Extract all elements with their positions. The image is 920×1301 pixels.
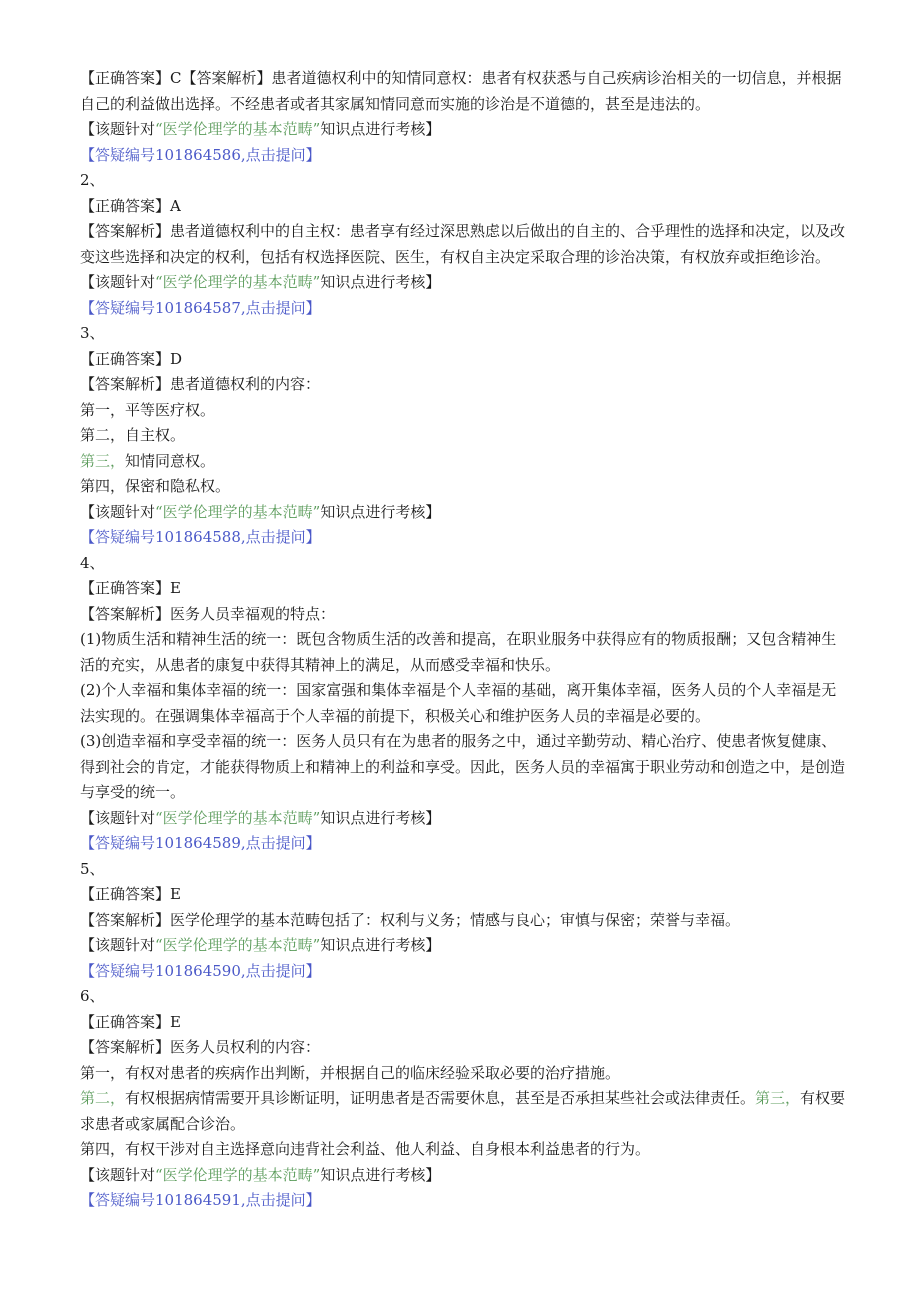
q2-ask-link[interactable]: 【答疑编号101864587,点击提问】	[80, 298, 321, 317]
q4-point-3: (3)创造幸福和享受幸福的统一：医务人员只有在为患者的服务之中，通过辛勤劳动、精心治疗、使患者恢复健康、得到社会的肯定，才能获得物质上和精神上的利益和享受。因此，医务人员的幸福寓于职业劳动和创造之中，是创造与享受的统一。	[80, 732, 846, 801]
kp-topic: “医学伦理学的基本范畴”	[155, 1165, 321, 1184]
kp-suffix: 知识点进行考核】	[320, 1165, 441, 1184]
kp-prefix: 【该题针对	[80, 808, 156, 827]
kp-topic: “医学伦理学的基本范畴”	[155, 808, 321, 827]
q3-item-1: 第一，平等医疗权。	[80, 400, 216, 419]
q3-analysis: 【答案解析】患者道德权利的内容：	[80, 375, 321, 393]
q3-ask-link[interactable]: 【答疑编号101864588,点击提问】	[80, 528, 321, 546]
q6-item-2-3	[80, 1086, 850, 1137]
kp-topic: “医学伦理学的基本范畴”	[155, 502, 321, 521]
item-text: 有权要求患者或家属配合诊治。	[80, 1089, 846, 1133]
kp-prefix: 【该题针对	[80, 1165, 156, 1184]
kp-suffix: 知识点进行考核】	[320, 936, 441, 954]
item-prefix: 第三，	[80, 451, 126, 470]
kp-suffix: 知识点进行考核】	[320, 808, 441, 827]
q6-analysis: 【答案解析】医务人员权利的内容：	[80, 1038, 321, 1056]
kp-prefix: 【该题针对	[80, 502, 156, 521]
q1-knowledge-point	[80, 117, 850, 143]
q3-item-3	[80, 449, 850, 475]
kp-topic: “医学伦理学的基本范畴”	[155, 936, 321, 954]
q1-ask-link[interactable]: 【答疑编号101864586,点击提问】	[80, 145, 321, 164]
q6-item-4: 第四，有权干涉对自主选择意向违背社会利益、他人利益、自身根本利益患者的行为。	[80, 1140, 651, 1158]
document-page	[80, 66, 850, 1214]
q4-point-2: (2)个人幸福和集体幸福的统一：国家富强和集体幸福是个人幸福的基础，离开集体幸福，医务人员的个人幸福是无法实现的。在强调集体幸福高于个人幸福的前提下，积极关心和维护医务人员的幸福是必要的。	[80, 681, 837, 725]
q1-answer-analysis: 【正确答案】C【答案解析】患者道德权利中的知情同意权：患者有权获悉与自己疾病诊治相关的一切信息，并根据自己的利益做出选择。不经患者或者其家属知情同意而实施的诊治是不道德的，甚至是违法的。	[80, 69, 842, 113]
q4-ask-link[interactable]: 【答疑编号101864589,点击提问】	[80, 834, 321, 852]
q3-number: 3、	[80, 324, 105, 342]
q2-knowledge-point	[80, 270, 850, 296]
kp-prefix: 【该题针对	[80, 273, 156, 291]
q5-correct-answer: 【正确答案】E	[80, 885, 181, 903]
q2-number: 2、	[80, 171, 105, 189]
kp-suffix: 知识点进行考核】	[320, 120, 441, 138]
item-prefix: 第二，	[80, 1089, 126, 1107]
q4-number: 4、	[80, 553, 105, 572]
q3-correct-answer: 【正确答案】D	[80, 349, 183, 368]
q6-knowledge-point	[80, 1163, 850, 1189]
q6-number: 6、	[80, 987, 105, 1005]
q2-correct-answer: 【正确答案】A	[80, 196, 181, 215]
q5-number: 5、	[80, 859, 105, 878]
kp-topic: “医学伦理学的基本范畴”	[155, 120, 321, 138]
kp-suffix: 知识点进行考核】	[320, 502, 441, 521]
q4-knowledge-point	[80, 806, 850, 832]
kp-prefix: 【该题针对	[80, 936, 156, 954]
q6-ask-link[interactable]: 【答疑编号101864591,点击提问】	[80, 1191, 321, 1209]
item-text: 有权根据病情需要开具诊断证明，证明患者是否需要休息，甚至是否承担某些社会或法律责任。	[125, 1089, 756, 1107]
q5-knowledge-point	[80, 933, 850, 959]
q3-item-4: 第四，保密和隐私权。	[80, 477, 231, 495]
item-text: 知情同意权。	[125, 451, 216, 470]
q5-analysis: 【答案解析】医学伦理学的基本范畴包括了：权利与义务；情感与良心；审慎与保密；荣誉与幸福。	[80, 910, 741, 929]
q3-item-2: 第二，自主权。	[80, 426, 186, 444]
q6-correct-answer: 【正确答案】E	[80, 1012, 181, 1031]
q4-correct-answer: 【正确答案】E	[80, 579, 181, 597]
kp-suffix: 知识点进行考核】	[320, 273, 441, 291]
q6-item-1: 第一，有权对患者的疾病作出判断，并根据自己的临床经验采取必要的治疗措施。	[80, 1063, 621, 1082]
kp-topic: “医学伦理学的基本范畴”	[155, 273, 321, 291]
kp-prefix: 【该题针对	[80, 120, 156, 138]
q5-ask-link[interactable]: 【答疑编号101864590,点击提问】	[80, 961, 321, 980]
item-prefix: 第三，	[755, 1089, 801, 1107]
q2-analysis: 【答案解析】患者道德权利中的自主权：患者享有经过深思熟虑以后做出的自主的、合乎理性的选择和决定，以及改变这些选择和决定的权利，包括有权选择医院、医生，有权自主决定采取合理的诊治决策，有权放弃或拒绝诊治。	[80, 222, 846, 266]
q3-knowledge-point	[80, 500, 850, 526]
q4-point-1: (1)物质生活和精神生活的统一：既包含物质生活的改善和提高，在职业服务中获得应有的物质报酬；又包含精神生活的充实，从患者的康复中获得其精神上的满足，从而感受幸福和快乐。	[80, 630, 837, 674]
q4-analysis: 【答案解析】医务人员幸福观的特点：	[80, 604, 336, 623]
